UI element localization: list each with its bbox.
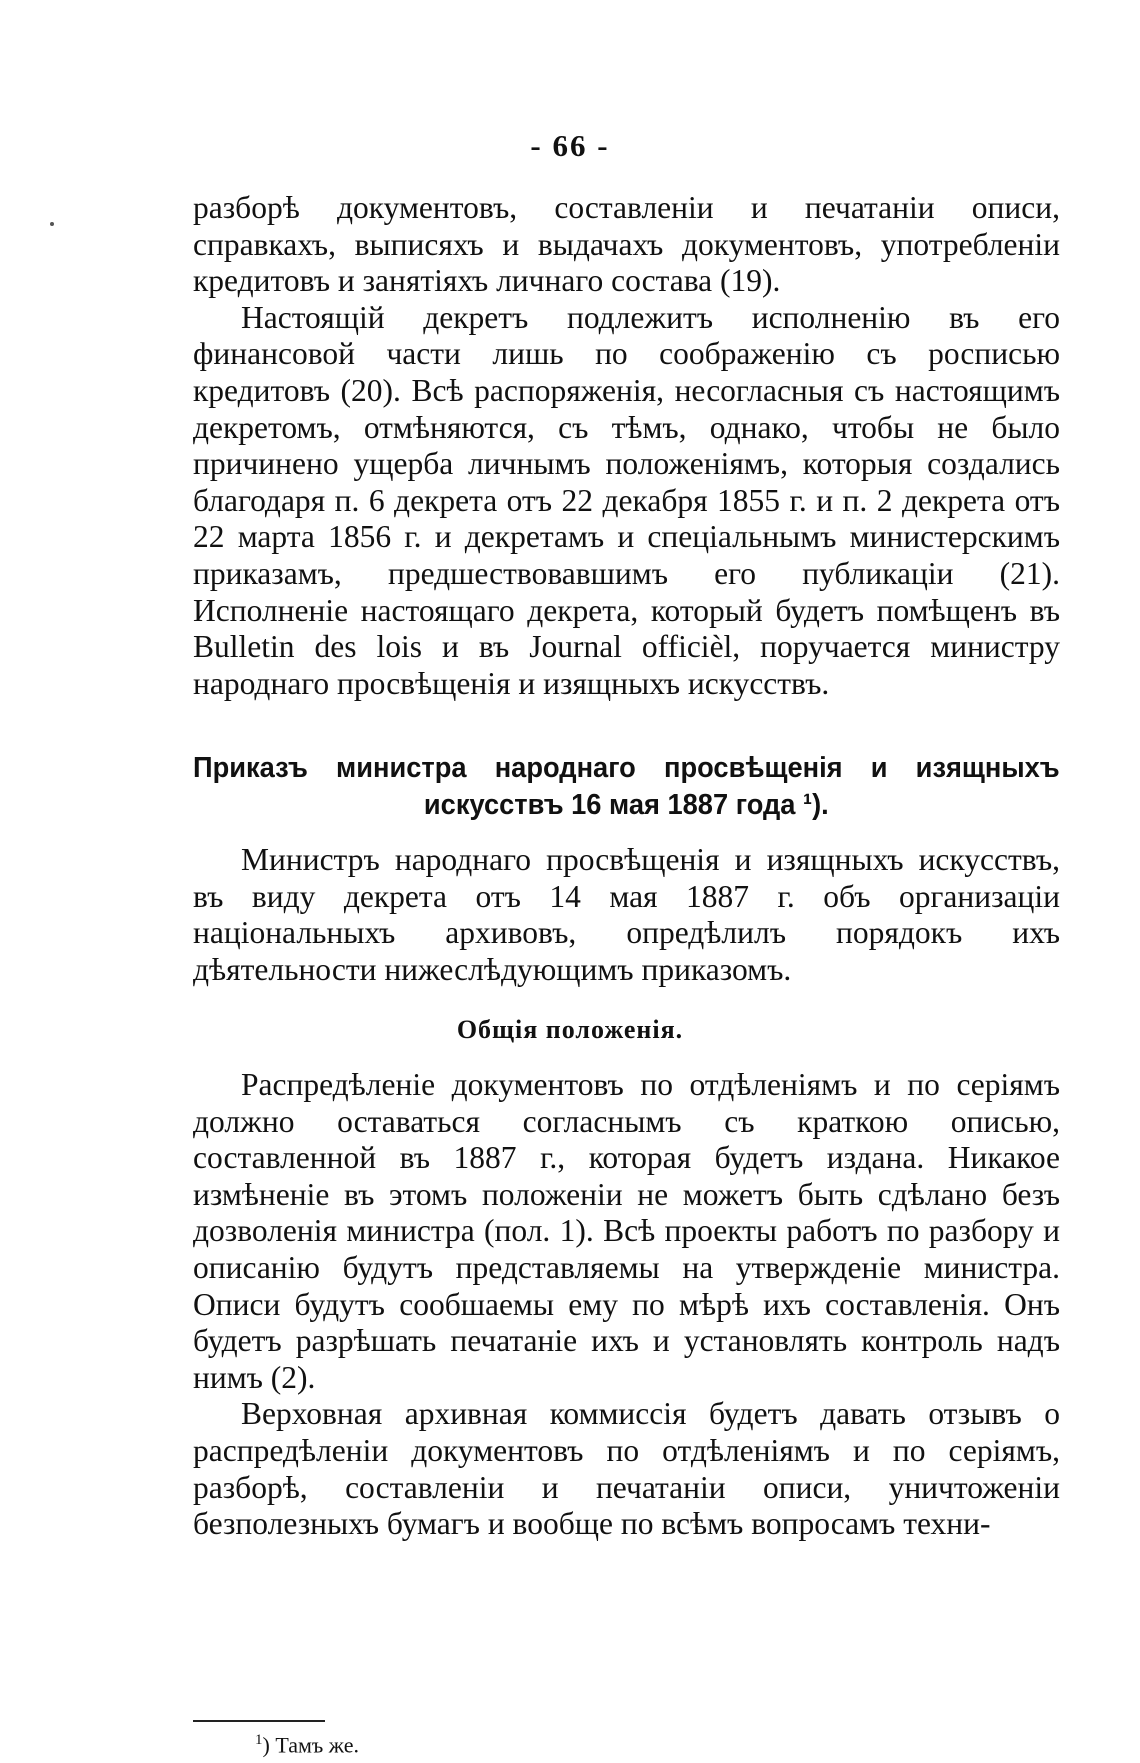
body-text-top bbox=[193, 190, 1060, 702]
paragraph: Верховная архивная коммиссія будетъ давать отзывъ о распредѣленіи документовъ по отдѣленіямъ и по серіямъ, разборѣ, составленіи и печатаніи описи, уничтоженіи безполезныхъ бумагъ и вообще по всѣмъ вопросамъ техни- bbox=[193, 1396, 1060, 1542]
footnote-text: ) Тамъ же. bbox=[262, 1732, 359, 1758]
body-text-middle bbox=[193, 842, 1060, 988]
footnote-divider bbox=[193, 1720, 325, 1722]
footnote-marker: 1 bbox=[255, 1732, 263, 1748]
paragraph: Настоящій декретъ подлежитъ исполненію въ его финансовой части лишь по соображенію съ росписью кредитовъ (20). Всѣ распоряженія, несогласныя съ настоящимъ декретомъ, отмѣняются, съ тѣмъ, однако, чтобы не было причинено ущерба личнымъ положеніямъ, которыя создались благодаря п. 6 декрета отъ 22 декабря 1855 г. и п. 2 декрета отъ 22 марта 1856 г. и декретамъ и спеціальнымъ министерскимъ приказамъ, предшествовавшимъ его публикаціи (21). Исполненіе настоящаго декрета, который будетъ помѣщенъ въ Bulletin des lois и въ Journal officièl, поручается министру народнаго просвѣщенія и изящныхъ искусствъ. bbox=[193, 299, 1060, 701]
print-speck bbox=[50, 222, 54, 226]
body-text-bottom bbox=[193, 1067, 1060, 1543]
section-subheading: Общія положенія. bbox=[456, 1015, 684, 1044]
order-heading: Приказъ министра народнаго просвѣщенія и изящныхъ искусствъ 16 мая 1887 года ¹). bbox=[193, 752, 1060, 821]
paragraph: Министръ народнаго просвѣщенія и изящныхъ искусствъ, въ виду декрета отъ 14 мая 1887 г. объ организаціи національныхъ архивовъ, опредѣлилъ порядокъ ихъ дѣятельности нижеслѣдующимъ приказомъ. bbox=[193, 842, 1060, 987]
page-number: - 66 - bbox=[530, 128, 610, 163]
paragraph: разборѣ документовъ, составленіи и печатаніи описи, справкахъ, выписяхъ и выдачахъ документовъ, употребленіи кредитовъ и занятіяхъ личнаго состава (19). bbox=[193, 190, 1060, 299]
paragraph: Распредѣленіе документовъ по отдѣленіямъ и по серіямъ должно оставаться согласнымъ съ краткою описью, составленной въ 1887 г., которая будетъ издана. Никакое измѣненіе въ этомъ положеніи не можетъ быть сдѣлано безъ дозволенія министра (пол. 1). Всѣ проекты работъ по разбору и описанію будутъ представляемы на утвержденіе министра. Описи будутъ сообшаемы ему по мѣрѣ ихъ составленія. Онъ будетъ разрѣшать печатаніе ихъ и установлять контроль надъ нимъ (2). bbox=[193, 1067, 1060, 1395]
footnote bbox=[255, 1732, 359, 1758]
